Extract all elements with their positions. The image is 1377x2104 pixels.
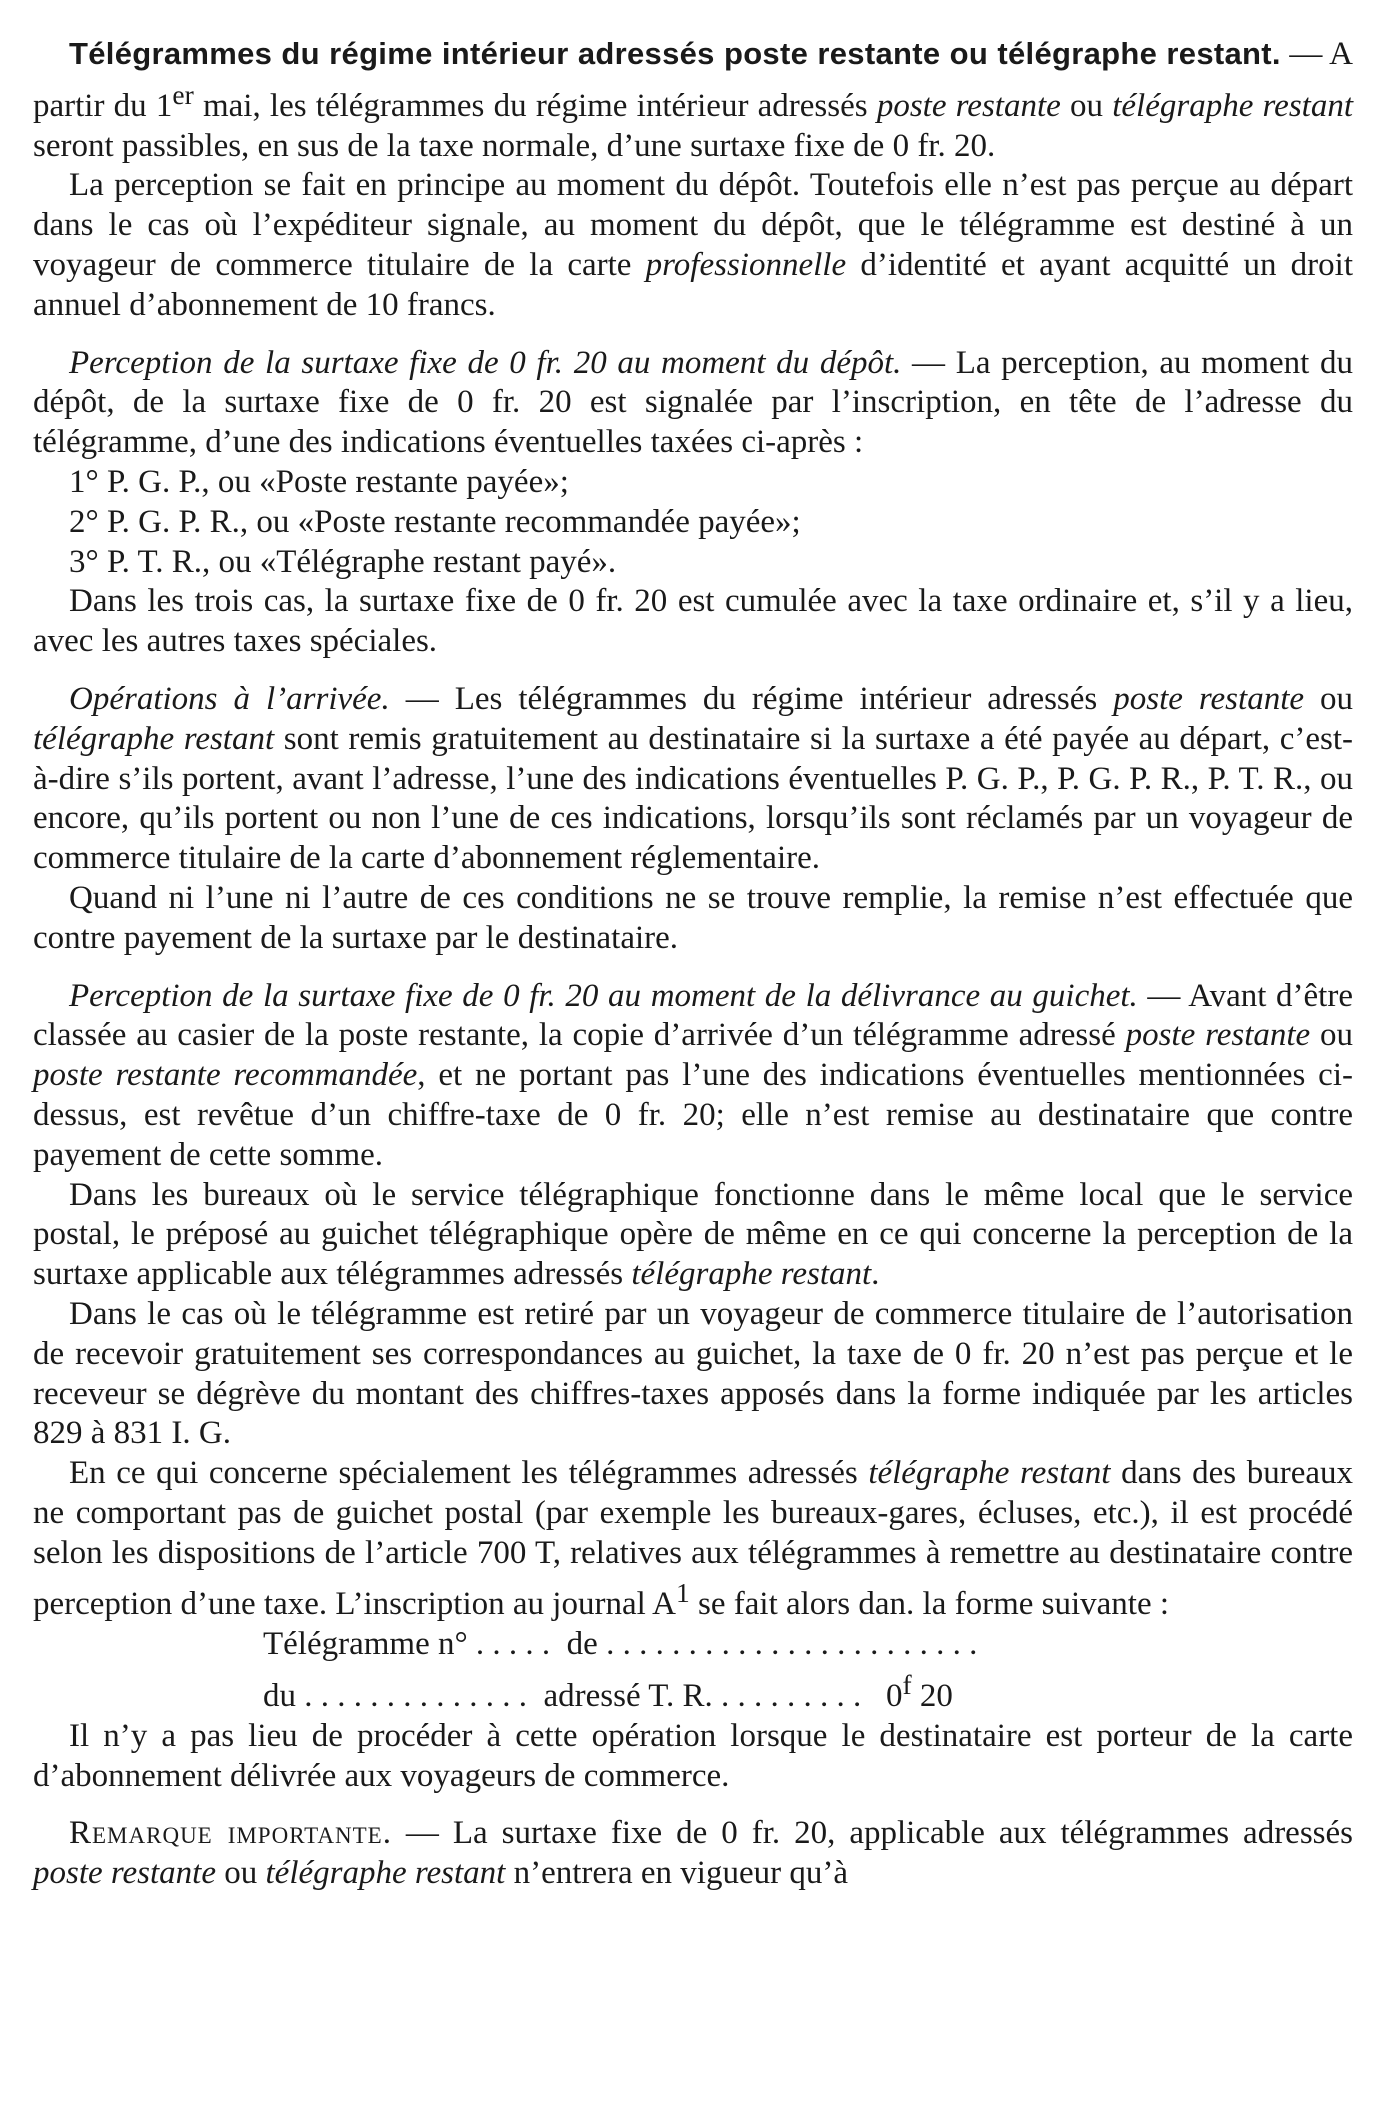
section-1-paragraph: Télégrammes du régime intérieur adressés poste restante ou télégraphe restant. — A partir du 1er mai, les télégrammes du régime intérieur adressés poste restante ou télégraphe restant seront passibles, en sus de la taxe normale, d’une surtaxe fixe de 0 fr. 20.	[33, 36, 1353, 164]
document-page	[33, 0, 1353, 1894]
paragraph-operations-arrivee: Opérations à l’arrivée. — Les télégrammes du régime intérieur adressés poste restante ou télégraphe restant sont remis gratuitement au destinataire si la surtaxe a été payée au départ, c’est-à-dire s’ils portent, avant l’adresse, l’une des indications éventuelles P. G. P., P. G. P. R., P. T. R., ou encore, qu’ils portent ou non l’une de ces indications, lorsqu’ils sont réclamés par un voyageur de commerce titulaire de la carte d’abonnement réglementaire.	[33, 680, 1354, 877]
subsection-title: Opérations à l’arrivée.	[69, 680, 390, 717]
paragraph-voyageur: Dans le cas où le télégramme est retiré par un voyageur de commerce titulaire de l’autorisation de recevoir gratuitement ses correspondances au guichet, la taxe de 0 fr. 20 n’est pas perçue et le receveur se dégrève du montant des chiffres-taxes apposés dans la forme indiquée par les articles 829 à 831 I. G.	[33, 1295, 1353, 1452]
journal-form	[33, 1625, 1353, 1717]
form-line: Télégramme n° . . . . . de . . . . . . . . . . . . . . . . . . . . . . .	[263, 1626, 978, 1663]
paragraph-perception-depot: Perception de la surtaxe fixe de 0 fr. 20 au moment du dépôt. — La perception, au moment du dépôt, de la surtaxe fixe de 0 fr. 20 est signalée par l’inscription, en tête de l’adresse du télégramme, d’une des indications éventuelles taxées ci-après :	[33, 344, 1353, 461]
paragraph-specialement: En ce qui concerne spécialement les télégrammes adressés télégraphe restant dans des bureaux ne comportant pas de guichet postal (par exemple les bureaux-gares, écluses, etc.), il est procédé selon les dispositions de l’article 700 T, relatives aux télégrammes à remettre au destinataire contre perception d’une taxe. L’inscription au journal $A^1$ se fait alors dan. la forme suivante :	[33, 1455, 1353, 1623]
section-title: Télégrammes du régime intérieur adressés poste restante ou télégraphe restant.	[69, 36, 1281, 71]
paragraph-remarque: Remarque importante. — La surtaxe fixe de 0 fr. 20, applicable aux télégrammes adressés poste restante ou télégraphe restant n’entrera en vigueur qu’à	[33, 1815, 1354, 1892]
list-item: 2° P. G. P. R., ou «Poste restante recommandée payée»;	[69, 503, 801, 540]
list-item: 3° P. T. R., ou «Télégraphe restant payé».	[69, 543, 617, 580]
indication-list	[33, 463, 1353, 582]
list-item: 1° P. G. P., ou «Poste restante payée»;	[69, 463, 569, 500]
form-line: du . . . . . . . . . . . . . . adressé T. R. . . . . . . . . . 0$^f$ 20	[263, 1669, 953, 1715]
subsection-title: Perception de la surtaxe fixe de 0 fr. 20 au moment de la délivrance au guichet.	[69, 977, 1138, 1014]
paragraph-bureaux: Dans les bureaux où le service télégraphique fonctionne dans le même local que le service postal, le préposé au guichet télégraphique opère de même en ce qui concerne la perception de la surtaxe applicable aux télégrammes adressés télégraphe restant.	[33, 1176, 1353, 1293]
paragraph-remise: Quand ni l’une ni l’autre de ces conditions ne se trouve remplie, la remise n’est effectuée que contre payement de la surtaxe par le destinataire.	[33, 879, 1353, 956]
subsection-title: Perception de la surtaxe fixe de 0 fr. 20 au moment du dépôt.	[69, 344, 902, 381]
paragraph-perception-guichet: Perception de la surtaxe fixe de 0 fr. 20 au moment de la délivrance au guichet. — Avant d’être classée au casier de la poste restante, la copie d’arrivée d’un télégramme adressé poste restante ou poste restante recommandée, et ne portant pas l’une des indications éventuelles mentionnées ci-dessus, est revêtue d’un chiffre-taxe de 0 fr. 20; elle n’est remise au destinataire que contre payement de cette somme.	[33, 977, 1354, 1173]
remark-title: Remarque importante.	[69, 1815, 392, 1852]
paragraph-trois-cas: Dans les trois cas, la surtaxe fixe de 0 fr. 20 est cumulée avec la taxe ordinaire et, s’il y a lieu, avec les autres taxes spéciales.	[33, 583, 1353, 660]
paragraph-porteur: Il n’y a pas lieu de procéder à cette opération lorsque le destinataire est porteur de la carte d’abonnement délivrée aux voyageurs de commerce.	[33, 1717, 1353, 1794]
paragraph-perception: La perception se fait en principe au moment du dépôt. Toutefois elle n’est pas perçue au départ dans le cas où l’expéditeur signale, au moment du dépôt, que le télégramme est destiné à un voyageur de commerce titulaire de la carte professionnelle d’identité et ayant acquitté un droit annuel d’abonnement de 10 francs.	[33, 167, 1354, 323]
